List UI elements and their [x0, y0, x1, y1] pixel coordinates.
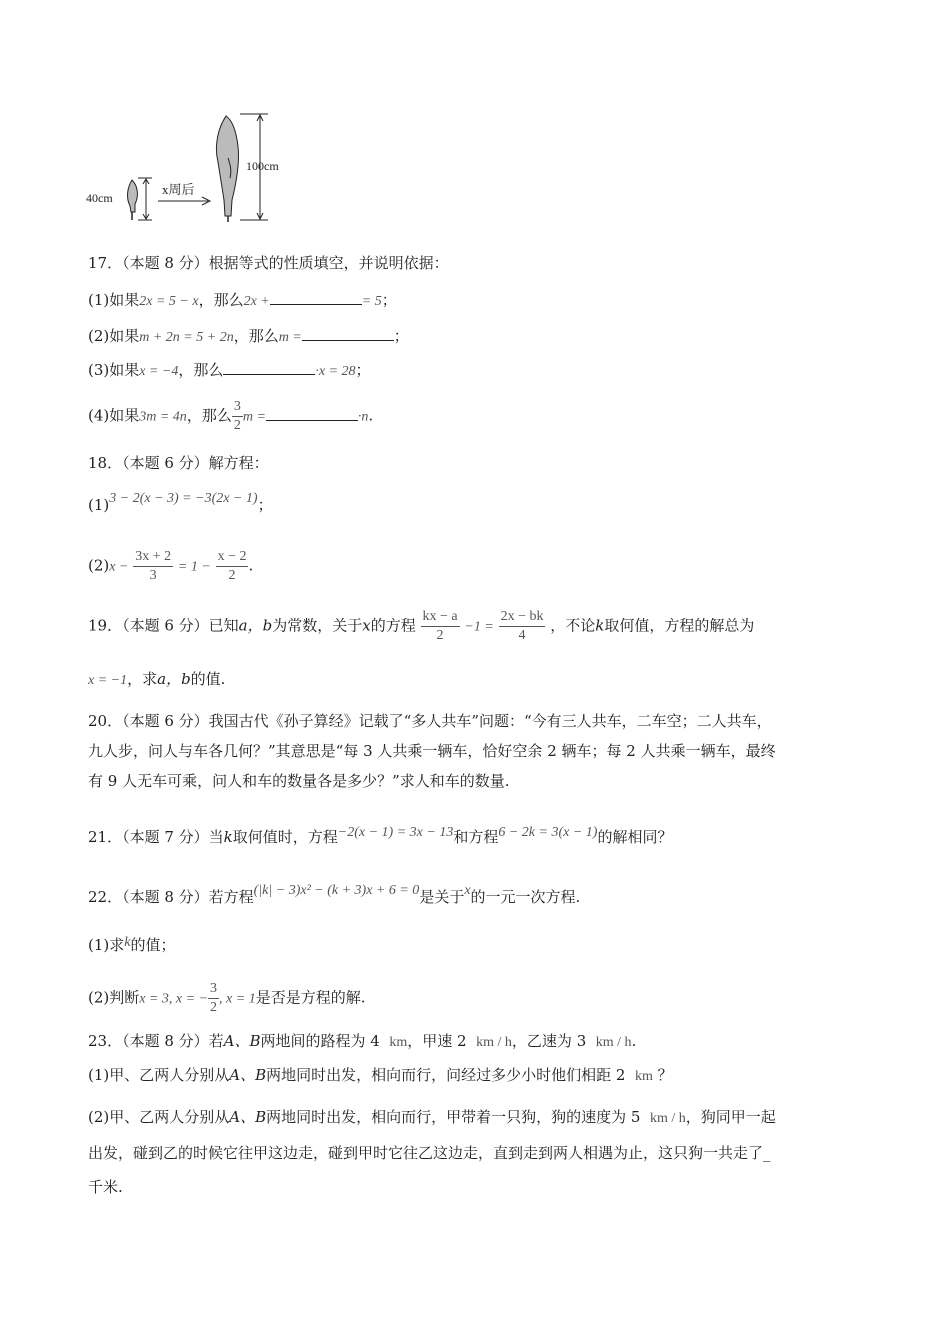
- answer-blank: [223, 358, 315, 375]
- q23-head: 23．（本题 8 分）若A、B两地间的路程为 4 km，甲速 2 km / h，乙速为 3 km / h.: [88, 1032, 637, 1050]
- answer-blank: [270, 288, 362, 305]
- arrow-label: x周后: [162, 182, 195, 197]
- q17-part1: (1)如果2x = 5 − x，那么2x + = 5；: [88, 288, 397, 313]
- q18-part1: (1)3 − 2(x − 3) = −3(2x − 1)；: [88, 491, 273, 514]
- q22-part2: (2)判断x = 3, x = − $\frac{3}{2}$ , x = 1是否是方程的解.: [88, 981, 366, 1015]
- big-height-label: 100cm: [246, 159, 279, 173]
- q22-head: 22．（本题 8 分）若方程(|k| − 3)x² − (k + 3)x + 6 = 0是关于x的一元一次方程.: [88, 883, 581, 906]
- q17-part3: (3)如果x = −4，那么 ·x = 28；: [88, 358, 371, 383]
- tree-growth-figure: [84, 108, 304, 226]
- q17-head: 17．（本题 8 分）根据等式的性质填空，并说明依据：: [88, 254, 449, 272]
- q22-part1: (1)求k的值；: [88, 935, 176, 954]
- small-tree-icon: [128, 180, 138, 212]
- answer-blank: [266, 404, 358, 421]
- q18-head: 18．（本题 6 分）解方程：: [88, 454, 269, 472]
- answer-blank: [302, 324, 394, 341]
- q18-part2: (2)x − $\frac{3x + 2}{3}$ = 1 − $\frac{x - 2}{2}$ .: [88, 549, 254, 583]
- q19-line2: x = −1，求a，b的值.: [88, 670, 226, 688]
- q17-part4: (4)如果3m = 4n，那么 $\frac{3}{2}$ m = ·n.: [88, 399, 374, 433]
- q20-text: 20．（本题 6 分）我国古代《孙子算经》记载了“多人共车”问题：“今有三人共车，二车空；二人共车， 九人步，问人与车各几何？”其意思是“每 3 人共乘一辆车，恰好空余 2 辆车；每 2 人共乘一辆车，最终 有 9 人无车可乘，问人和车的数量各是多少？”求人和车的数量.: [88, 712, 776, 790]
- q17-part2: (2)如果m + 2n = 5 + 2n，那么m = ；: [88, 324, 409, 349]
- small-height-label: 40cm: [86, 191, 113, 205]
- big-tree-icon: [216, 116, 238, 216]
- q23-part1: (1)甲、乙两人分别从A、B两地同时出发，相向而行，问经过多少小时他们相距 2 km ？: [88, 1066, 673, 1084]
- q19-line1: 19．（本题 6 分）已知a，b为常数，关于x的方程 $\frac{kx - a}{2}$ −1 = $\frac{2x - bk}{4}$ ，不论k取何值，方程的解总为: [88, 609, 755, 643]
- q21: 21．（本题 7 分）当k取何值时，方程−2(x − 1) = 3x − 13和方程6 − 2k = 3(x − 1)的解相同？: [88, 825, 673, 846]
- q23-part2: (2)甲、乙两人分别从A、B两地同时出发，相向而行，甲带着一只狗，狗的速度为 5 km / h，狗同甲一起 出发，碰到乙的时候它往甲这边走，碰到甲时它往乙这边走，直到走到两人相遇为止，这只狗一共走了_ 千米.: [88, 1108, 776, 1196]
